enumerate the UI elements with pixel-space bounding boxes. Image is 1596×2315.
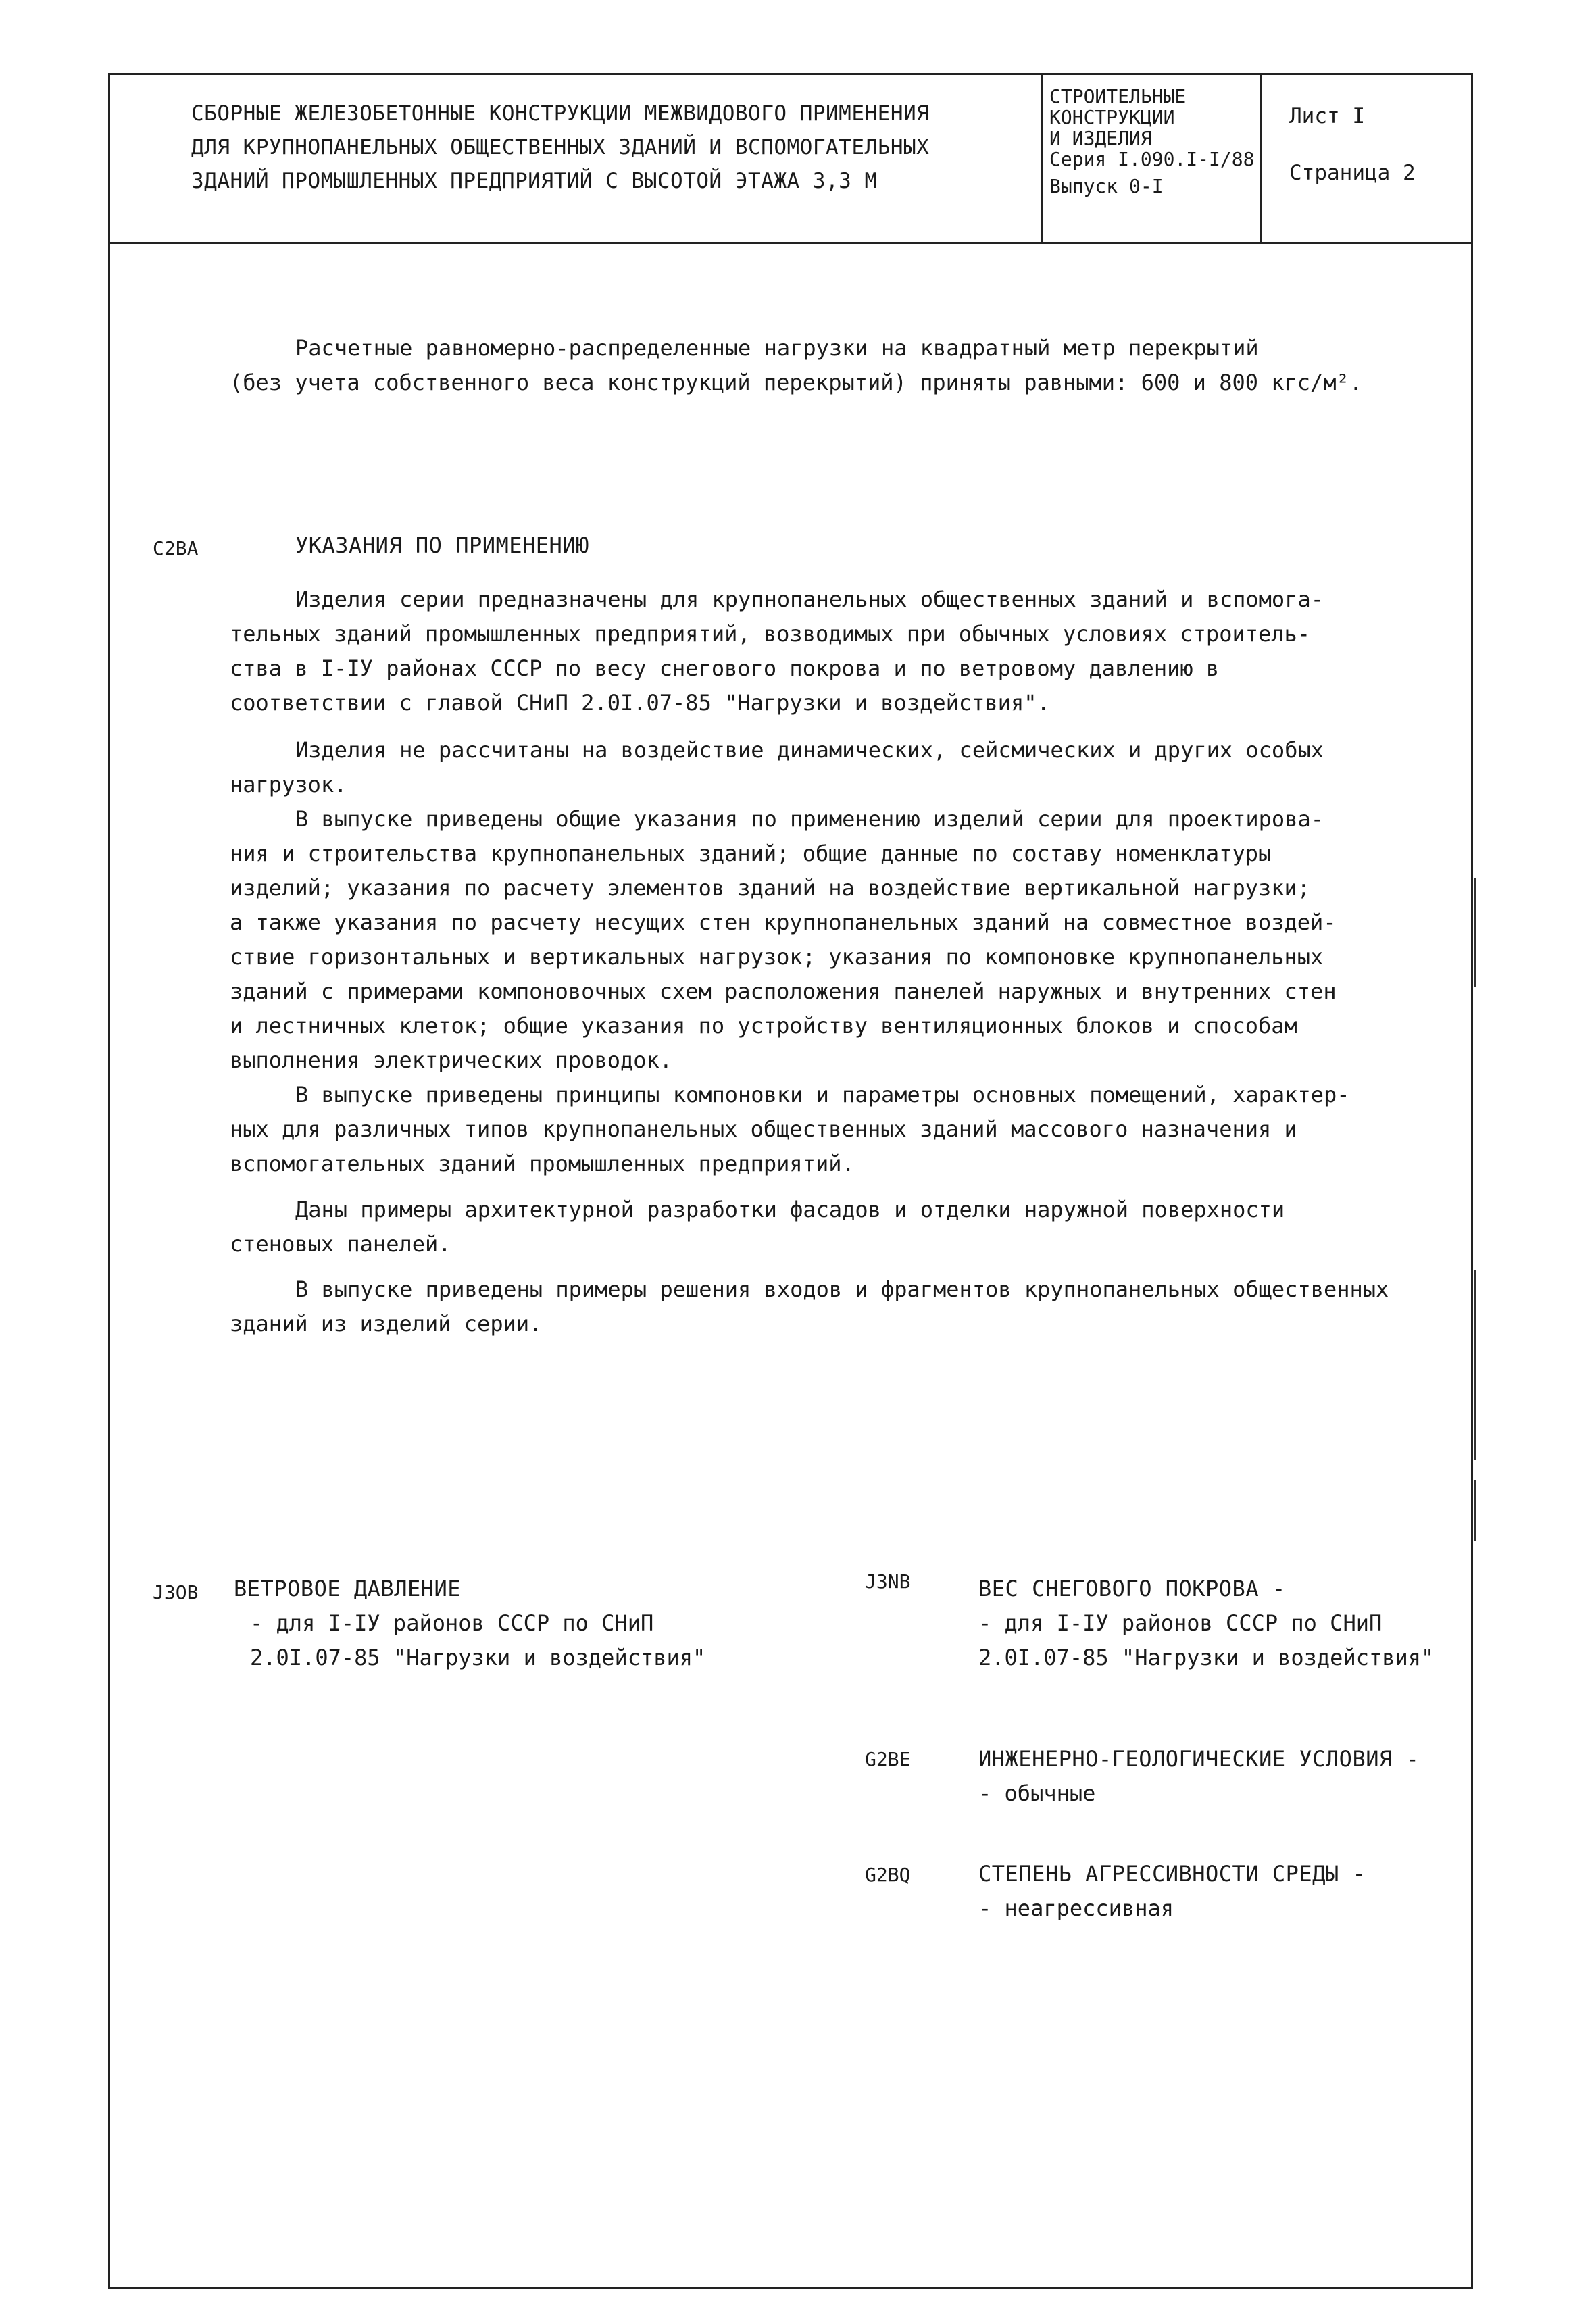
snow-line: - для I-IУ районов СССР по СНиП bbox=[978, 1610, 1382, 1636]
body-line: В выпуске приведены общие указания по применению изделий серии для проектирова- bbox=[295, 806, 1324, 832]
wind-line: 2.0I.07-85 "Нагрузки и воздействия" bbox=[250, 1645, 706, 1670]
sheet-number: Лист I bbox=[1289, 104, 1365, 128]
body-line: ства в I-IУ районах СССР по весу снегового покрова и по ветровому давлению в bbox=[230, 655, 1220, 681]
geo-title: ИНЖЕНЕРНО-ГЕОЛОГИЧЕСКИЕ УСЛОВИЯ - bbox=[978, 1746, 1420, 1772]
aggr-code: G2BQ bbox=[865, 1864, 911, 1886]
body-line: тельных зданий промышленных предприятий, возводимых при обычных условиях строитель- bbox=[230, 621, 1311, 647]
body-line: В выпуске приведены примеры решения входов и фрагментов крупнопанельных общественных bbox=[295, 1276, 1389, 1302]
body-line: соответствии с главой СНиП 2.0I.07-85 "Нагрузки и воздействия". bbox=[230, 690, 1050, 716]
scan-edge-mark bbox=[1474, 1270, 1476, 1460]
body-line: В выпуске приведены принципы компоновки и параметры основных помещений, характер- bbox=[295, 1082, 1350, 1107]
body-line: изделий; указания по расчету элементов зданий на воздействие вертикальной нагрузки; bbox=[230, 875, 1311, 901]
aggr-line: - неагрессивная bbox=[978, 1895, 1174, 1921]
page-number: Страница 2 bbox=[1289, 161, 1416, 185]
geo-line: - обычные bbox=[978, 1781, 1096, 1806]
snow-line: 2.0I.07-85 "Нагрузки и воздействия" bbox=[978, 1645, 1435, 1670]
body-line: ствие горизонтальных и вертикальных нагрузок; указания по компоновке крупнопанельных bbox=[230, 944, 1324, 970]
body-line: и лестничных клеток; общие указания по устройству вентиляционных блоков и способам bbox=[230, 1013, 1297, 1039]
wind-code: J3OB bbox=[153, 1581, 199, 1603]
series-number: Серия I.090.I-I/88 bbox=[1049, 148, 1255, 170]
sheet-block bbox=[1262, 75, 1471, 242]
wind-line: - для I-IУ районов СССР по СНиП bbox=[250, 1610, 654, 1636]
snow-code: J3NB bbox=[865, 1570, 911, 1593]
title-block bbox=[110, 75, 1471, 244]
body-line: Даны примеры архитектурной разработки фасадов и отделки наружной поверхности bbox=[295, 1197, 1285, 1222]
aggr-title: СТЕПЕНЬ АГРЕССИВНОСТИ СРЕДЫ - bbox=[978, 1861, 1366, 1887]
body-line: стеновых панелей. bbox=[230, 1231, 451, 1257]
issue-number: Выпуск 0-I bbox=[1049, 175, 1164, 197]
scan-edge-mark bbox=[1474, 1480, 1476, 1541]
body-line: выполнения электрических проводок. bbox=[230, 1047, 673, 1073]
body-line: зданий с примерами компоновочных схем расположения панелей наружных и внутренних стен bbox=[230, 978, 1337, 1004]
title-line: СБОРНЫЕ ЖЕЛЕЗОБЕТОННЫЕ КОНСТРУКЦИИ МЕЖВИДОВОГО ПРИМЕНЕНИЯ bbox=[191, 101, 930, 126]
wind-title: ВЕТРОВОЕ ДАВЛЕНИЕ bbox=[234, 1576, 462, 1601]
series-line: И ИЗДЕЛИЯ bbox=[1049, 127, 1152, 149]
document-title bbox=[110, 75, 1043, 242]
series-line: КОНСТРУКЦИИ bbox=[1049, 106, 1175, 128]
body-line: а также указания по расчету несущих стен крупнопанельных зданий на совместное воздей- bbox=[230, 910, 1337, 935]
series-line: СТРОИТЕЛЬНЫЕ bbox=[1049, 85, 1187, 107]
section-heading: УКАЗАНИЯ ПО ПРИМЕНЕНИЮ bbox=[295, 532, 589, 558]
title-line: ЗДАНИЙ ПРОМЫШЛЕННЫХ ПРЕДПРИЯТИЙ С ВЫСОТОЙ ЭТАЖА 3,3 М bbox=[191, 169, 878, 193]
section-code: C2BA bbox=[153, 537, 199, 559]
body-line: зданий из изделий серии. bbox=[230, 1311, 543, 1337]
body-line: Изделия не рассчитаны на воздействие динамических, сейсмических и других особых bbox=[295, 737, 1324, 763]
geo-code: G2BE bbox=[865, 1748, 911, 1770]
body-line: вспомогательных зданий промышленных предприятий. bbox=[230, 1151, 855, 1176]
scan-edge-mark bbox=[1474, 878, 1476, 987]
body-line: Изделия серии предназначены для крупнопанельных общественных зданий и вспомога- bbox=[295, 587, 1324, 612]
intro-line: Расчетные равномерно-распределенные нагрузки на квадратный метр перекрытий bbox=[295, 335, 1259, 361]
body-line: ния и строительства крупнопанельных зданий; общие данные по составу номенклатуры bbox=[230, 841, 1272, 866]
series-block bbox=[1043, 75, 1262, 242]
body-line: нагрузок. bbox=[230, 772, 347, 797]
document-frame bbox=[108, 73, 1473, 2289]
title-line: ДЛЯ КРУПНОПАНЕЛЬНЫХ ОБЩЕСТВЕННЫХ ЗДАНИЙ И ВСПОМОГАТЕЛЬНЫХ bbox=[191, 135, 930, 159]
snow-title: ВЕС СНЕГОВОГО ПОКРОВА - bbox=[978, 1576, 1286, 1601]
body-line: ных для различных типов крупнопанельных общественных зданий массового назначения и bbox=[230, 1116, 1297, 1142]
intro-line: (без учета собственного веса конструкций перекрытий) приняты равными: 600 и 800 кгс/м². bbox=[230, 370, 1363, 395]
